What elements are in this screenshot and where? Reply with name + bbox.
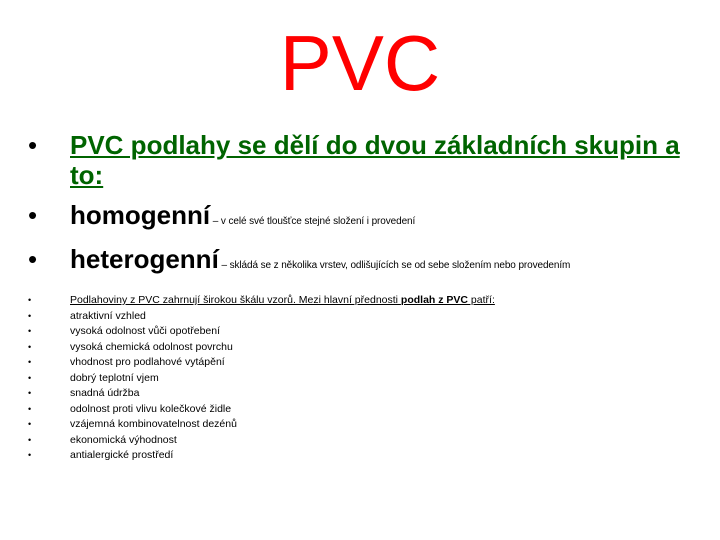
list-item xyxy=(0,309,720,325)
bullet-marker: • xyxy=(28,341,32,352)
list-intro xyxy=(0,293,720,309)
list-item-text: antialergické prostředí xyxy=(70,449,174,461)
bullet-marker: • xyxy=(28,310,32,321)
slide-title: PVC xyxy=(279,19,441,107)
list-item-text: vzájemná kombinovatelnost dezénů xyxy=(70,418,237,430)
list-item-text: ekonomická výhodnost xyxy=(70,433,177,446)
list-item-text: dobrý teplotní vjem xyxy=(70,371,159,384)
list-item xyxy=(0,417,720,433)
bullet-marker: • xyxy=(28,357,32,367)
list-item-text: atraktivní vzhled xyxy=(70,309,146,322)
list-item xyxy=(0,386,720,402)
list-item xyxy=(0,340,720,356)
list-item-text: vysoká chemická odolnost povrchu xyxy=(70,340,233,353)
list-item xyxy=(0,324,720,340)
bullet-marker: • xyxy=(28,130,38,160)
list-item-text: vhodnost pro podlahové vytápění xyxy=(70,356,225,368)
intro-prefix: Podlahoviny z PVC zahrnují širokou škálu vzorů. Mezi hlavní přednosti xyxy=(70,294,401,306)
bullet-marker: • xyxy=(28,200,38,230)
list-item-text: snadná údržba xyxy=(70,387,140,399)
list-item xyxy=(0,371,720,387)
bullet-marker: • xyxy=(28,295,32,305)
list-item xyxy=(0,448,720,464)
list-item xyxy=(0,355,720,371)
bullet-marker: • xyxy=(28,326,32,336)
desc-homogenni: – v celé své tloušťce stejné složení i provedení xyxy=(210,216,416,227)
bullet-marker: • xyxy=(28,372,32,383)
bullet-marker: • xyxy=(28,419,32,429)
bullet-marker: • xyxy=(28,450,32,460)
list-item xyxy=(0,433,720,449)
term-homogenni: homogenní xyxy=(70,200,211,230)
list-item xyxy=(0,402,720,418)
intro-bold: podlah z PVC xyxy=(400,294,469,306)
list-item-text: odolnost proti vlivu kolečkové židle xyxy=(70,402,232,415)
bullet-heading: PVC podlahy se dělí do dvou základních skupin a to: xyxy=(70,130,680,190)
bullet-marker: • xyxy=(28,244,38,274)
bullet-marker: • xyxy=(28,388,32,398)
bullet-marker: • xyxy=(28,403,32,414)
desc-heterogenni: – skládá se z několika vrstev, odlišujících se od sebe složením nebo provedením xyxy=(218,260,571,271)
list-item-text: vysoká odolnost vůči opotřebení xyxy=(70,325,221,337)
term-heterogenni: heterogenní xyxy=(70,244,219,274)
intro-suffix: patří: xyxy=(468,294,495,306)
bullet-marker: • xyxy=(28,434,32,445)
